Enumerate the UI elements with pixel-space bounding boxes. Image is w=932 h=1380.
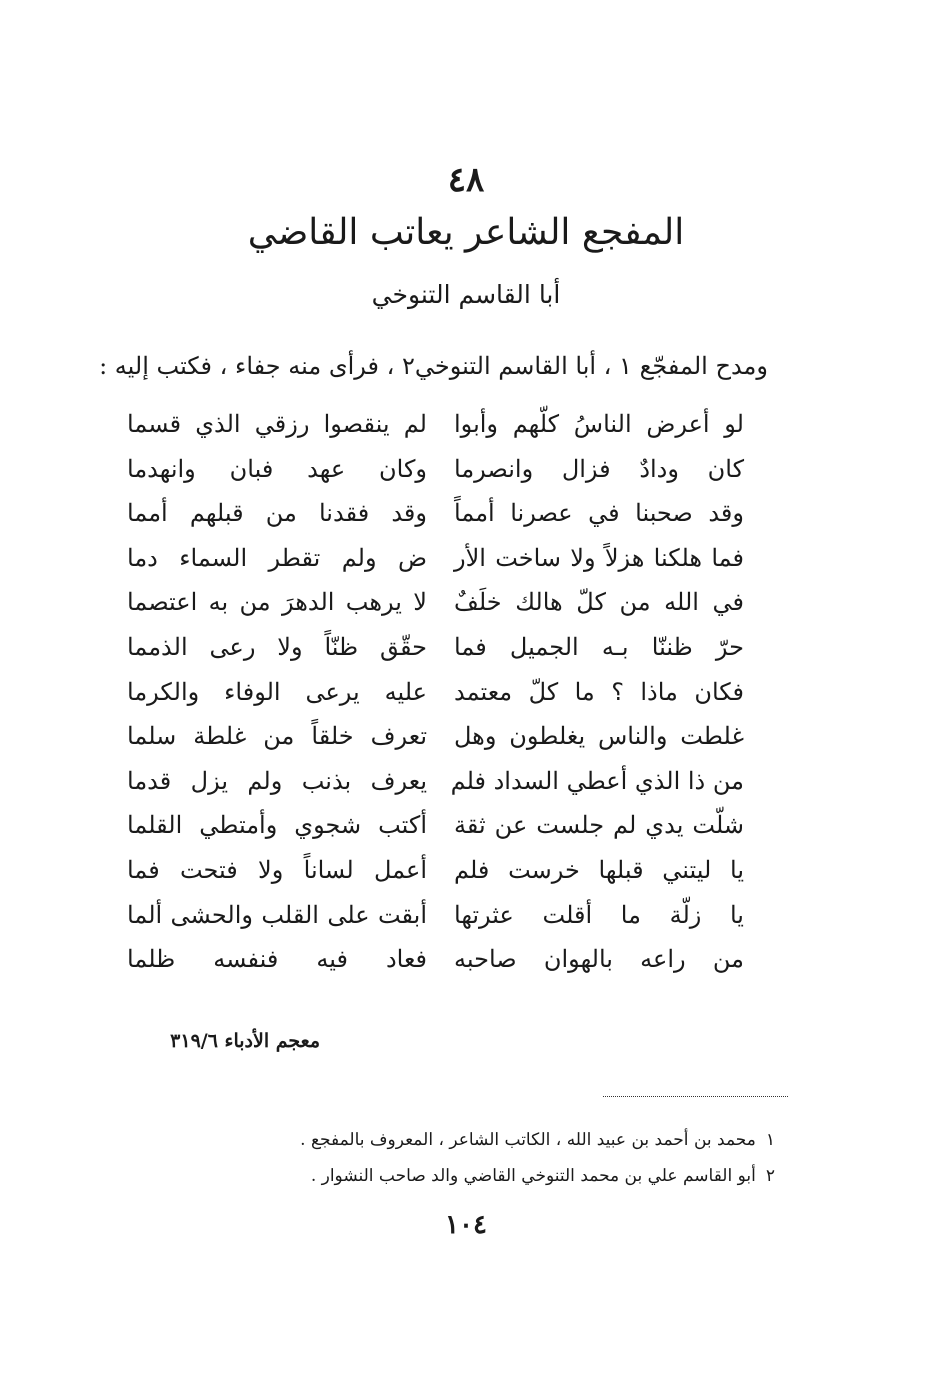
verse-second-hemistich: وقد فقدنا من قبلهم أمما: [127, 499, 427, 528]
verse-first-hemistich: فما هلكنا هزلاً ولا ساخت الأر: [454, 543, 744, 572]
poem-number: ٤٨: [447, 160, 485, 200]
footnotes: [200, 1130, 775, 1202]
poem-verse: [0, 499, 932, 543]
poem-verse: [0, 410, 932, 454]
verse-first-hemistich: وقد صحبنا في عصرنا أمماً: [454, 499, 744, 528]
poem-verse: [0, 945, 932, 989]
verse-first-hemistich: من ذا الذي أعطي السداد فلم: [450, 766, 744, 795]
verse-first-hemistich: يا زلّة ما أقلت عثرتها: [454, 900, 744, 929]
verse-first-hemistich: شلّت يدي لم جلست عن ثقة: [454, 811, 744, 840]
verse-second-hemistich: وكان عهد فبان وانهدما: [127, 454, 427, 483]
footnote: [200, 1130, 775, 1166]
page-number: ١٠٤: [445, 1210, 487, 1240]
verse-first-hemistich: فكان ماذا ؟ ما كلّ معتمد: [454, 677, 744, 706]
poem-verse: [0, 678, 932, 722]
verse-first-hemistich: من راعه بالهوان صاحبه: [454, 945, 744, 974]
verse-second-hemistich: لم ينقصوا رزقي الذي قسما: [127, 410, 427, 438]
verse-first-hemistich: يا ليتني قبلها خرست فلم: [454, 856, 744, 884]
verse-first-hemistich: لو أعرض الناسُ كلّهم وأبوا: [454, 410, 744, 438]
verse-second-hemistich: لا يرهب الدهرَ من به اعتصما: [127, 588, 427, 617]
poem-subtitle: أبا القاسم التنوخي: [371, 280, 561, 309]
footnote-number: ٢: [765, 1166, 775, 1186]
verse-second-hemistich: حقّق ظنّاً ولا رعى الذمما: [127, 633, 427, 661]
poem-verse: [0, 811, 932, 855]
poem-verse: [0, 767, 932, 811]
footnote-divider: [603, 1096, 788, 1097]
verse-second-hemistich: عليه يرعى الوفاء والكرما: [127, 677, 427, 706]
verse-first-hemistich: في الله من كلّ هالك خلَفٌ: [454, 588, 744, 617]
poem-title: المفجع الشاعر يعاتب القاضي: [247, 212, 685, 253]
poem-verse: [0, 544, 932, 588]
verse-first-hemistich: غلطت والناس يغلطون وهل: [454, 722, 744, 751]
footnote-text: محمد بن أحمد بن عبيد الله ، الكاتب الشاعر ، المعروف بالمفجع .: [300, 1130, 756, 1150]
source-citation: معجم الأدباء ٣١٩/٦: [170, 1030, 320, 1052]
verse-second-hemistich: يعرف بذنب ولم يزل قدما: [127, 766, 427, 795]
verse-second-hemistich: أكتب شجوي وأمتطي القلما: [127, 811, 427, 840]
poem-verse: [0, 588, 932, 632]
poem-verse: [0, 455, 932, 499]
intro-paragraph: ومدح المفجّع ١ ، أبا القاسم التنوخي٢ ، فرأى منه جفاء ، فكتب إليه :: [99, 352, 768, 380]
verse-first-hemistich: كان ودادٌ فزال وانصرما: [454, 454, 744, 483]
poem-verse: [0, 856, 932, 900]
poem-verse: [0, 901, 932, 945]
footnote-number: ١: [765, 1130, 775, 1150]
footnote: [200, 1166, 775, 1202]
verse-second-hemistich: فعاد فيه فنفسه ظلما: [127, 945, 427, 974]
verse-second-hemistich: تعرف خلقاً من غلطة سلما: [127, 722, 427, 751]
verse-first-hemistich: حرّ ظننّا بـه الجميل فما: [454, 633, 744, 661]
verse-second-hemistich: ض ولم تقطر السماء دما: [127, 543, 427, 572]
verse-second-hemistich: أعمل لساناً ولا فتحت فما: [127, 856, 427, 884]
poem-verse: [0, 722, 932, 766]
poem-verse: [0, 633, 932, 677]
footnote-text: أبو القاسم علي بن محمد التنوخي القاضي والد صاحب النشوار .: [310, 1166, 756, 1186]
verse-second-hemistich: أبقت على القلب والحشى ألما: [127, 900, 427, 929]
